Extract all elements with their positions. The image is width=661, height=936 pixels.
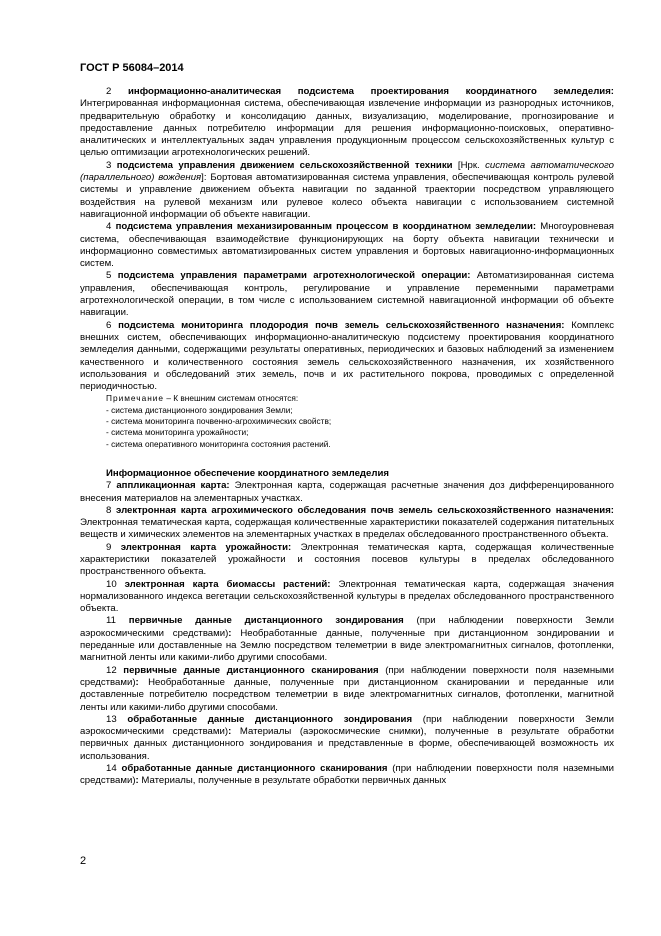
term-alt-open: [Нрк. [452,159,486,171]
term-definition: Необработанные данные, полученные при дистанционном сканировании и переданные или доставленные потребителю посредством телеметрии в виде электромагнитных сигналов, фотопленки, магнитной ленты или какими-либо другими способами. [80,676,614,713]
term-14 [80,763,614,788]
term-number: 12 [106,664,117,676]
note-item: - система оперативного мониторинга состояния растений. [106,438,331,449]
note-heading [80,393,614,404]
term-7 [80,480,614,505]
term-12 [80,665,614,714]
document-body [80,86,614,788]
term-definition: Материалы (аэрокосмические снимки), полученные в результате обработки первичных данных дистанционного зондирования и представленные в форме, обеспечивающей возможность их использования. [80,726,615,762]
term-9 [80,542,614,579]
note-item: - система дистанционного зондирования Земли; [106,404,293,415]
term-number: 6 [106,319,112,331]
term-name: подсистема управления механизированным процессом в координатном земледелии: [115,221,537,233]
note-label: Примечание [106,393,165,404]
term-definition: Электронная тематическая карта, содержащая количественные характеристики показателей содержания питательных веществ и химических элементов на элементарных участках в пределах обследованного пространственного объекта. [80,517,614,541]
term-number: 3 [106,159,112,171]
term-definition: Электронная тематическая карта, содержащая значения нормализованного индекса вегетации сельскохозяйственной культуры в пределах обследованного пространственного объекта. [80,578,614,615]
document-header: ГОСТ Р 56084–2014 [80,62,184,74]
term-number: 11 [106,615,116,627]
term-name: информационно-аналитическая подсистема проектирования координатного земледелия: [128,86,614,97]
note-block [80,393,614,449]
term-8 [80,505,614,542]
note-item: - система мониторинга урожайности; [106,427,249,438]
term-name: обработанные данные дистанционного сканирования [121,763,388,775]
term-name: электронная карта агрохимического обследования почв земель сельскохозяйственного назначения: [116,504,615,516]
term-number: 14 [106,763,117,775]
term-alt: система автоматического (параллельного) вождения [80,159,614,184]
term-number: 5 [106,270,112,282]
term-13 [80,714,614,763]
term-4 [80,221,614,270]
term-definition: Электронная карта, содержащая расчетные значения доз дифференцированного внесения материалов на элементарных участках. [80,480,615,504]
term-name: подсистема мониторинга плодородия почв земель сельскохозяйственного назначения: [118,319,565,331]
term-name: первичные данные дистанционного зондирования [128,615,404,627]
term-condition: (при наблюдении поверхности поля наземными средствами) [80,664,614,688]
term-definition: Электронная тематическая карта, содержащая количественные характеристики показателей урожайности и состояния посевов культуры в пределах обследованного пространственного объекта. [80,541,615,578]
term-definition: Бортовая автоматизированная система управления, обеспечивающая контроль рулевой системы и управление движением объекта навигации по заданной траектории посредством управляющего воздействия на рулевой механизм или рулевое колесо объекта навигации с использованием системной навигационной информации об объекте навигации. [80,172,614,220]
term-5 [80,270,614,319]
term-condition: (при наблюдении поверхности поля наземными средствами) [80,763,614,787]
term-colon: : [135,775,139,787]
section-title: Информационное обеспечение координатного земледелия [106,467,389,479]
note-text: – К внешним системам относятся: [164,393,299,404]
term-6 [80,320,614,394]
term-colon: : [228,627,232,639]
term-number: 13 [106,713,117,725]
term-3 [80,160,614,221]
term-number: 2 [106,86,112,97]
term-definition: Комплекс внешних систем, обеспечивающих информационно-аналитическую подсистему проектирования координатного земледелия данными, содержащими результаты оперативных, периодических и базовых наблюдений за изменением качественного и количественного состояния земель сельскохозяйственного назначения, их хозяйственного использования и обследований этих земель, почв и их растительного покрова, проводимых с определенной периодичностью. [80,319,614,393]
term-name: электронная карта биомассы растений: [124,578,331,590]
term-number: 8 [106,504,112,516]
note-item: - система мониторинга почвенно-агрохимических свойств; [106,416,332,427]
page-number: 2 [80,855,87,867]
term-name: обработанные данные дистанционного зондирования [127,713,413,725]
term-name: первичные данные дистанционного сканирования [123,664,379,676]
term-number: 10 [106,578,117,590]
term-number: 4 [106,221,112,233]
term-definition: Необработанные данные, полученные при дистанционном зондировании и переданные или доставленные на Землю посредством телеметрии в виде электромагнитных сигналов, фотопленки, магнитной ленты или какими-либо другими способами. [80,627,615,664]
term-number: 9 [106,541,112,553]
term-condition: (при наблюдении поверхности Земли аэрокосмическими средствами) [80,713,614,738]
term-name: аппликационная карта: [116,480,230,492]
term-definition: Многоуровневая система, обеспечивающая взаимодействие функционирующих на борту объекта навигации технически и информационно совместимых автоматизированных систем управления и бортовых навигационно-информационных систем. [80,221,615,270]
term-definition: Материалы, полученные в результате обработки первичных данных [138,775,447,787]
term-colon: : [135,676,139,688]
term-2 [80,86,614,160]
term-name: подсистема управления параметрами агротехнологической операции: [117,270,471,282]
term-name: подсистема управления движением сельскохозяйственной техники [116,159,453,171]
term-definition: Интегрированная информационная система, обеспечивающая извлечение информации из разнородных источников, предварительную обработку и консолидацию данных, визуализацию, моделирование, прогнозирование и предоставление данных потребителю информации для решения информационно-поисковых, оперативно-аналитических и интеллектуальных задач управления продукционным процессом сельскохозяйственных культур с целью оптимизации агротехнологических решений. [80,98,614,159]
term-condition: (при наблюдении поверхности Земли аэрокосмическими средствами) [80,615,614,639]
term-name: электронная карта урожайности: [120,541,292,553]
term-colon: : [228,726,232,738]
term-definition: Автоматизированная система управления, обеспечивающая контроль, регулирование и управление переменными параметрами агротехнологической операции, в том числе с использованием системной навигационной информации об объекте навигации. [80,270,614,319]
term-10 [80,579,614,616]
term-11 [80,615,614,664]
term-alt-close: ]: [201,172,207,184]
term-number: 7 [106,480,112,492]
